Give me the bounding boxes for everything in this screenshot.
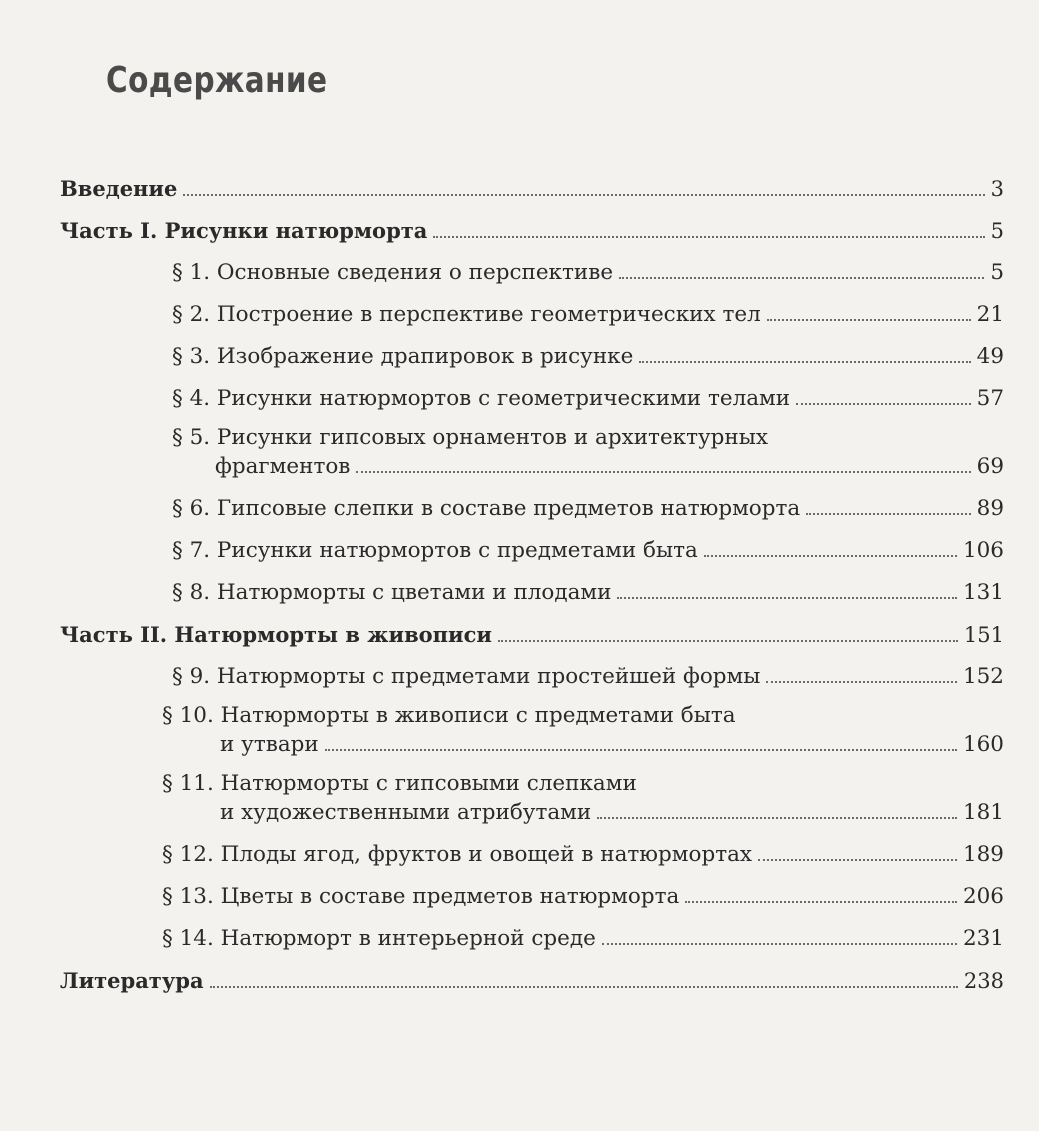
page-title: Содержание: [106, 60, 328, 101]
toc-entry-label: § 14. Натюрморт в интерьерной среде: [162, 926, 596, 951]
toc-entry-label: § 3. Изображение драпировок в рисунке: [172, 344, 634, 369]
toc-entry-label: § 10. Натюрморты в живописи с предметами быта: [162, 703, 736, 728]
leader-dots: [617, 597, 956, 599]
toc-entry-page: 5: [990, 260, 1004, 285]
toc-entry-page: 106: [962, 538, 1004, 563]
toc-entry: [60, 252, 1004, 294]
toc-entry: [60, 656, 1004, 698]
toc-entry-label: § 1. Основные сведения о перспективе: [172, 260, 614, 285]
leader-dots: [183, 194, 984, 196]
toc-entry-continuation: и утвари: [220, 732, 319, 757]
toc-entry-label: § 2. Построение в перспективе геометрических тел: [172, 302, 761, 327]
leader-dots: [704, 555, 957, 557]
leader-dots: [433, 236, 984, 238]
toc-entry-label: § 6. Гипсовые слепки в составе предметов натюрморта: [172, 496, 801, 521]
toc-entry: [60, 210, 1004, 252]
toc-entry-page: 151: [963, 623, 1004, 647]
toc-entry-page: 57: [976, 386, 1004, 411]
leader-dots: [796, 403, 971, 405]
toc-entry: [60, 918, 1004, 960]
toc-entry-page: 21: [976, 302, 1004, 327]
leader-dots: [602, 943, 957, 945]
toc-entry-label: § 7. Рисунки натюрмортов с предметами быта: [172, 538, 698, 563]
toc-entry: [60, 698, 1004, 766]
toc-entry: [60, 168, 1004, 210]
toc-entry-page: 3: [990, 177, 1004, 201]
toc-entry: [60, 378, 1004, 420]
toc-entry-label: Литература: [60, 968, 204, 993]
toc-entry-label: § 13. Цветы в составе предметов натюрморта: [162, 884, 680, 909]
toc-entry-label: § 12. Плоды ягод, фруктов и овощей в натюрмортах: [162, 842, 753, 867]
toc-entry: [60, 614, 1004, 656]
toc-entry-page: 89: [976, 496, 1004, 521]
leader-dots: [356, 471, 970, 473]
toc-entry-continuation: фрагментов: [215, 454, 351, 479]
toc-entry-label: § 5. Рисунки гипсовых орнаментов и архитектурных: [172, 425, 768, 450]
toc-entry-label: § 9. Натюрморты с предметами простейшей формы: [172, 664, 761, 689]
toc-entry: [60, 960, 1004, 1002]
toc-entry-page: 69: [976, 454, 1004, 479]
toc-entry-page: 206: [962, 884, 1004, 909]
toc-entry-page: 231: [962, 926, 1004, 951]
toc-entry-page: 49: [976, 344, 1004, 369]
toc-entry: [60, 336, 1004, 378]
toc-entry-page: 152: [962, 664, 1004, 689]
toc-entry-label: § 8. Натюрморты с цветами и плодами: [172, 580, 612, 605]
toc-entry: [60, 294, 1004, 336]
leader-dots: [619, 277, 984, 279]
toc-entry: [60, 876, 1004, 918]
leader-dots: [685, 901, 957, 903]
toc-entry-page: 5: [990, 219, 1004, 243]
leader-dots: [639, 361, 970, 363]
toc-entry-page: 238: [963, 969, 1004, 993]
leader-dots: [498, 640, 958, 642]
toc-entry-label: Введение: [60, 176, 178, 201]
leader-dots: [210, 986, 958, 988]
toc-entry-continuation: и художественными атрибутами: [220, 800, 592, 825]
leader-dots: [806, 513, 970, 515]
toc-entry: [60, 530, 1004, 572]
table-of-contents: [60, 168, 1004, 1002]
toc-entry: [60, 834, 1004, 876]
toc-entry: [60, 766, 1004, 834]
toc-entry: [60, 488, 1004, 530]
toc-entry-page: 160: [962, 732, 1004, 757]
toc-entry-label: Часть I. Рисунки натюрморта: [60, 218, 428, 243]
leader-dots: [767, 319, 971, 321]
leader-dots: [766, 681, 957, 683]
toc-entry-page: 131: [962, 580, 1004, 605]
toc-entry-label: § 4. Рисунки натюрмортов с геометрическими телами: [172, 386, 791, 411]
toc-entry: [60, 420, 1004, 488]
toc-entry: [60, 572, 1004, 614]
toc-entry-label: Часть II. Натюрморты в живописи: [60, 622, 492, 647]
leader-dots: [325, 749, 957, 751]
leader-dots: [758, 859, 957, 861]
toc-entry-page: 189: [962, 842, 1004, 867]
leader-dots: [597, 817, 957, 819]
toc-entry-page: 181: [962, 800, 1004, 825]
toc-entry-label: § 11. Натюрморты с гипсовыми слепками: [162, 771, 637, 796]
